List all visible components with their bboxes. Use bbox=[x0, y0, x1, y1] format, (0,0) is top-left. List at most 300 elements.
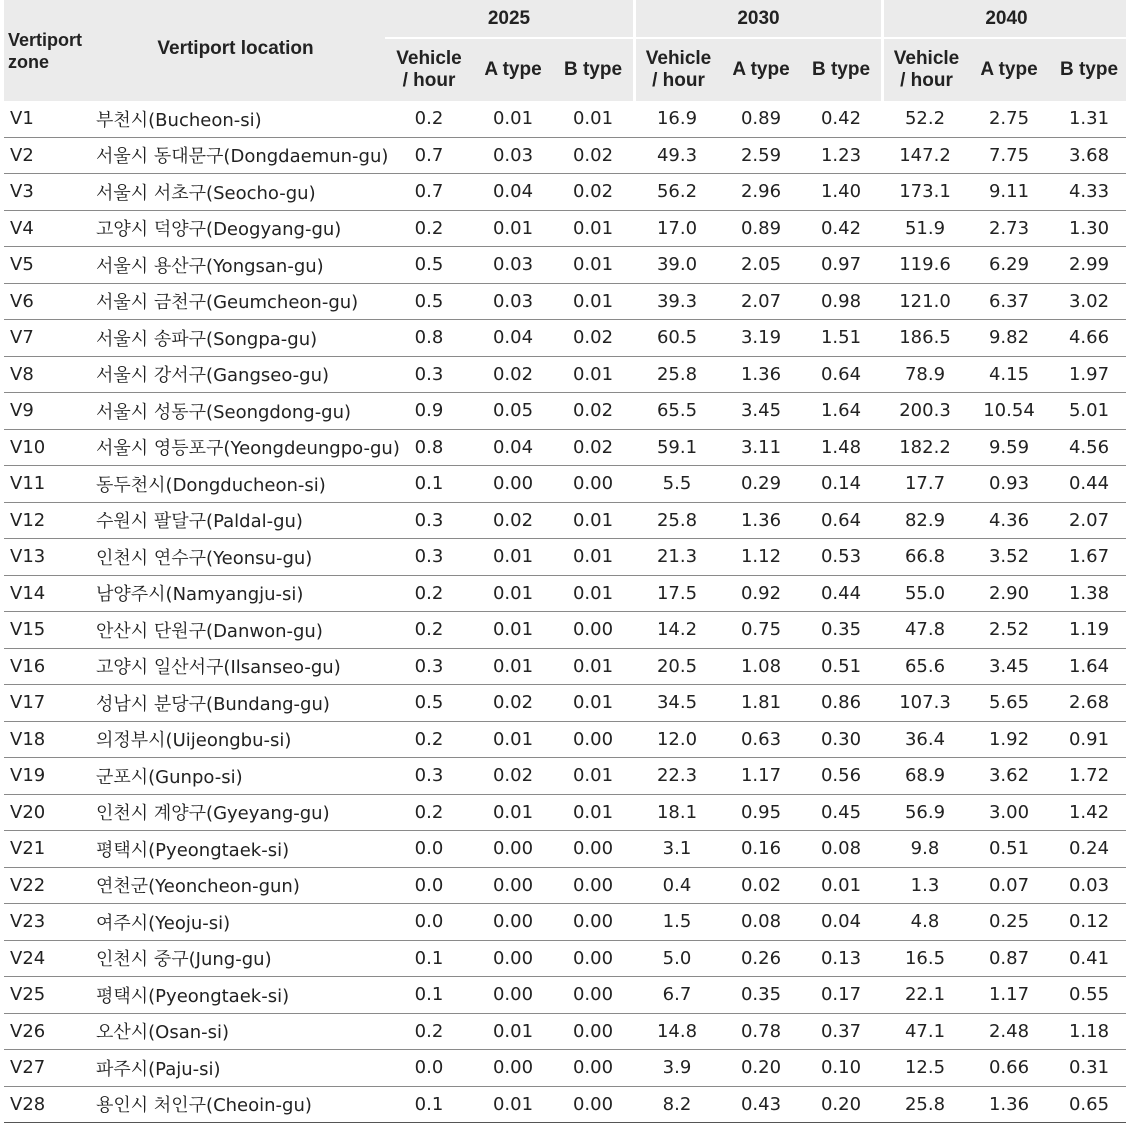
location-cell: 성남시 분당구(Bundang-gu) bbox=[86, 685, 385, 722]
value-cell: 2.73 bbox=[969, 211, 1049, 248]
value-cell: 1.64 bbox=[1049, 649, 1126, 686]
location-cell: 고양시 일산서구(Ilsanseo-gu) bbox=[86, 649, 385, 686]
value-cell: 0.3 bbox=[385, 649, 473, 686]
zone-cell: V12 bbox=[4, 503, 86, 540]
value-cell: 1.23 bbox=[801, 138, 881, 175]
table-row bbox=[4, 831, 1126, 868]
value-cell: 0.2 bbox=[385, 795, 473, 832]
value-cell: 6.7 bbox=[633, 977, 721, 1014]
value-cell: 0.01 bbox=[473, 576, 553, 613]
zone-cell: V20 bbox=[4, 795, 86, 832]
value-cell: 0.00 bbox=[473, 831, 553, 868]
location-cell: 인천시 중구(Jung-gu) bbox=[86, 941, 385, 978]
value-cell: 0.3 bbox=[385, 357, 473, 394]
value-cell: 0.01 bbox=[553, 758, 633, 795]
location-cell: 서울시 금천구(Geumcheon-gu) bbox=[86, 284, 385, 321]
zone-cell: V10 bbox=[4, 430, 86, 467]
value-cell: 0.13 bbox=[801, 941, 881, 978]
value-cell: 0.01 bbox=[801, 868, 881, 905]
value-cell: 0.95 bbox=[721, 795, 801, 832]
value-cell: 0.26 bbox=[721, 941, 801, 978]
value-cell: 0.29 bbox=[721, 466, 801, 503]
value-cell: 0.01 bbox=[473, 795, 553, 832]
value-cell: 0.78 bbox=[721, 1014, 801, 1051]
header-vehicle-hour: Vehicle / hour bbox=[633, 39, 721, 101]
value-cell: 0.5 bbox=[385, 685, 473, 722]
header-a-type: A type bbox=[473, 39, 553, 101]
value-cell: 1.42 bbox=[1049, 795, 1126, 832]
value-cell: 0.2 bbox=[385, 576, 473, 613]
value-cell: 12.0 bbox=[633, 722, 721, 759]
value-cell: 0.03 bbox=[1049, 868, 1126, 905]
value-cell: 0.87 bbox=[969, 941, 1049, 978]
location-cell: 용인시 처인구(Cheoin-gu) bbox=[86, 1087, 385, 1124]
value-cell: 9.8 bbox=[881, 831, 969, 868]
value-cell: 0.00 bbox=[553, 1050, 633, 1087]
value-cell: 0.2 bbox=[385, 1014, 473, 1051]
value-cell: 56.9 bbox=[881, 795, 969, 832]
value-cell: 0.01 bbox=[553, 685, 633, 722]
location-cell: 인천시 연수구(Yeonsu-gu) bbox=[86, 539, 385, 576]
location-cell: 오산시(Osan-si) bbox=[86, 1014, 385, 1051]
header-a-type: A type bbox=[721, 39, 801, 101]
value-cell: 2.99 bbox=[1049, 247, 1126, 284]
value-cell: 0.01 bbox=[553, 503, 633, 540]
value-cell: 21.3 bbox=[633, 539, 721, 576]
value-cell: 0.00 bbox=[553, 1014, 633, 1051]
value-cell: 0.2 bbox=[385, 211, 473, 248]
value-cell: 0.53 bbox=[801, 539, 881, 576]
value-cell: 0.01 bbox=[473, 612, 553, 649]
zone-cell: V8 bbox=[4, 357, 86, 394]
location-cell: 군포시(Gunpo-si) bbox=[86, 758, 385, 795]
value-cell: 0.9 bbox=[385, 393, 473, 430]
value-cell: 0.8 bbox=[385, 320, 473, 357]
table-row bbox=[4, 503, 1126, 540]
value-cell: 0.12 bbox=[1049, 904, 1126, 941]
value-cell: 82.9 bbox=[881, 503, 969, 540]
value-cell: 0.02 bbox=[553, 393, 633, 430]
value-cell: 0.45 bbox=[801, 795, 881, 832]
table-row bbox=[4, 904, 1126, 941]
zone-cell: V14 bbox=[4, 576, 86, 613]
value-cell: 65.5 bbox=[633, 393, 721, 430]
value-cell: 0.00 bbox=[553, 1087, 633, 1124]
value-cell: 1.67 bbox=[1049, 539, 1126, 576]
value-cell: 2.05 bbox=[721, 247, 801, 284]
value-cell: 0.5 bbox=[385, 284, 473, 321]
value-cell: 0.02 bbox=[553, 430, 633, 467]
value-cell: 0.55 bbox=[1049, 977, 1126, 1014]
value-cell: 0.44 bbox=[801, 576, 881, 613]
table-row bbox=[4, 138, 1126, 175]
value-cell: 200.3 bbox=[881, 393, 969, 430]
value-cell: 0.1 bbox=[385, 941, 473, 978]
value-cell: 0.02 bbox=[553, 320, 633, 357]
header-vertiport-zone: Vertiport zone bbox=[4, 0, 86, 101]
value-cell: 68.9 bbox=[881, 758, 969, 795]
table-row bbox=[4, 576, 1126, 613]
table-row bbox=[4, 101, 1126, 138]
location-cell: 여주시(Yeoju-si) bbox=[86, 904, 385, 941]
value-cell: 0.17 bbox=[801, 977, 881, 1014]
value-cell: 0.08 bbox=[801, 831, 881, 868]
value-cell: 4.66 bbox=[1049, 320, 1126, 357]
value-cell: 0.01 bbox=[553, 284, 633, 321]
value-cell: 0.7 bbox=[385, 138, 473, 175]
zone-cell: V1 bbox=[4, 101, 86, 138]
value-cell: 3.62 bbox=[969, 758, 1049, 795]
value-cell: 0.04 bbox=[473, 320, 553, 357]
value-cell: 0.01 bbox=[473, 539, 553, 576]
value-cell: 107.3 bbox=[881, 685, 969, 722]
value-cell: 1.5 bbox=[633, 904, 721, 941]
value-cell: 9.82 bbox=[969, 320, 1049, 357]
value-cell: 2.59 bbox=[721, 138, 801, 175]
value-cell: 0.1 bbox=[385, 977, 473, 1014]
value-cell: 16.5 bbox=[881, 941, 969, 978]
value-cell: 0.01 bbox=[553, 539, 633, 576]
zone-cell: V18 bbox=[4, 722, 86, 759]
location-cell: 서울시 성동구(Seongdong-gu) bbox=[86, 393, 385, 430]
value-cell: 0.51 bbox=[969, 831, 1049, 868]
value-cell: 34.5 bbox=[633, 685, 721, 722]
value-cell: 3.9 bbox=[633, 1050, 721, 1087]
location-cell: 인천시 계양구(Gyeyang-gu) bbox=[86, 795, 385, 832]
table-row bbox=[4, 612, 1126, 649]
value-cell: 0.66 bbox=[969, 1050, 1049, 1087]
value-cell: 1.19 bbox=[1049, 612, 1126, 649]
value-cell: 0.1 bbox=[385, 1087, 473, 1124]
zone-cell: V17 bbox=[4, 685, 86, 722]
value-cell: 0.3 bbox=[385, 503, 473, 540]
location-cell: 수원시 팔달구(Paldal-gu) bbox=[86, 503, 385, 540]
value-cell: 47.8 bbox=[881, 612, 969, 649]
header-a-type: A type bbox=[969, 39, 1049, 101]
zone-cell: V15 bbox=[4, 612, 86, 649]
value-cell: 0.03 bbox=[473, 247, 553, 284]
value-cell: 0.65 bbox=[1049, 1087, 1126, 1124]
value-cell: 49.3 bbox=[633, 138, 721, 175]
table-row bbox=[4, 284, 1126, 321]
value-cell: 0.00 bbox=[473, 466, 553, 503]
location-cell: 평택시(Pyeongtaek-si) bbox=[86, 831, 385, 868]
value-cell: 0.01 bbox=[553, 247, 633, 284]
header-vehicle-hour: Vehicle / hour bbox=[881, 39, 969, 101]
value-cell: 0.04 bbox=[473, 174, 553, 211]
zone-cell: V28 bbox=[4, 1087, 86, 1124]
table-row bbox=[4, 357, 1126, 394]
value-cell: 0.8 bbox=[385, 430, 473, 467]
value-cell: 17.7 bbox=[881, 466, 969, 503]
value-cell: 0.42 bbox=[801, 211, 881, 248]
value-cell: 3.19 bbox=[721, 320, 801, 357]
value-cell: 1.36 bbox=[721, 503, 801, 540]
value-cell: 3.02 bbox=[1049, 284, 1126, 321]
header-year-2030: 2030 bbox=[633, 0, 881, 39]
zone-cell: V19 bbox=[4, 758, 86, 795]
value-cell: 0.01 bbox=[473, 211, 553, 248]
location-cell: 남양주시(Namyangju-si) bbox=[86, 576, 385, 613]
value-cell: 1.30 bbox=[1049, 211, 1126, 248]
value-cell: 4.36 bbox=[969, 503, 1049, 540]
value-cell: 0.02 bbox=[553, 138, 633, 175]
value-cell: 0.64 bbox=[801, 357, 881, 394]
value-cell: 0.0 bbox=[385, 904, 473, 941]
location-cell: 고양시 덕양구(Deogyang-gu) bbox=[86, 211, 385, 248]
value-cell: 1.12 bbox=[721, 539, 801, 576]
value-cell: 5.5 bbox=[633, 466, 721, 503]
value-cell: 3.45 bbox=[721, 393, 801, 430]
value-cell: 10.54 bbox=[969, 393, 1049, 430]
value-cell: 0.91 bbox=[1049, 722, 1126, 759]
value-cell: 3.1 bbox=[633, 831, 721, 868]
location-cell: 동두천시(Dongducheon-si) bbox=[86, 466, 385, 503]
value-cell: 0.00 bbox=[473, 977, 553, 1014]
value-cell: 25.8 bbox=[633, 357, 721, 394]
value-cell: 60.5 bbox=[633, 320, 721, 357]
value-cell: 4.15 bbox=[969, 357, 1049, 394]
value-cell: 0.00 bbox=[553, 977, 633, 1014]
table-row bbox=[4, 941, 1126, 978]
value-cell: 0.02 bbox=[473, 503, 553, 540]
value-cell: 1.18 bbox=[1049, 1014, 1126, 1051]
table-row bbox=[4, 539, 1126, 576]
zone-cell: V13 bbox=[4, 539, 86, 576]
value-cell: 25.8 bbox=[881, 1087, 969, 1124]
zone-cell: V26 bbox=[4, 1014, 86, 1051]
zone-cell: V9 bbox=[4, 393, 86, 430]
value-cell: 0.75 bbox=[721, 612, 801, 649]
value-cell: 0.97 bbox=[801, 247, 881, 284]
zone-cell: V21 bbox=[4, 831, 86, 868]
table-row bbox=[4, 977, 1126, 1014]
location-cell: 서울시 용산구(Yongsan-gu) bbox=[86, 247, 385, 284]
value-cell: 1.64 bbox=[801, 393, 881, 430]
value-cell: 59.1 bbox=[633, 430, 721, 467]
value-cell: 0.02 bbox=[473, 685, 553, 722]
value-cell: 1.17 bbox=[721, 758, 801, 795]
header-vertiport-location: Vertiport location bbox=[86, 0, 385, 101]
value-cell: 0.14 bbox=[801, 466, 881, 503]
value-cell: 0.00 bbox=[553, 466, 633, 503]
value-cell: 1.36 bbox=[969, 1087, 1049, 1124]
value-cell: 0.04 bbox=[473, 430, 553, 467]
value-cell: 22.1 bbox=[881, 977, 969, 1014]
location-cell: 의정부시(Uijeongbu-si) bbox=[86, 722, 385, 759]
header-year-2040: 2040 bbox=[881, 0, 1126, 39]
table-row bbox=[4, 466, 1126, 503]
value-cell: 0.00 bbox=[553, 722, 633, 759]
value-cell: 0.00 bbox=[553, 941, 633, 978]
value-cell: 5.0 bbox=[633, 941, 721, 978]
value-cell: 0.41 bbox=[1049, 941, 1126, 978]
value-cell: 0.20 bbox=[801, 1087, 881, 1124]
zone-cell: V16 bbox=[4, 649, 86, 686]
location-cell: 안산시 단원구(Danwon-gu) bbox=[86, 612, 385, 649]
table-row bbox=[4, 1014, 1126, 1051]
value-cell: 17.5 bbox=[633, 576, 721, 613]
value-cell: 0.0 bbox=[385, 1050, 473, 1087]
value-cell: 0.7 bbox=[385, 174, 473, 211]
location-cell: 평택시(Pyeongtaek-si) bbox=[86, 977, 385, 1014]
value-cell: 0.0 bbox=[385, 868, 473, 905]
value-cell: 0.01 bbox=[553, 576, 633, 613]
location-cell: 서울시 서초구(Seocho-gu) bbox=[86, 174, 385, 211]
value-cell: 0.00 bbox=[553, 904, 633, 941]
value-cell: 1.97 bbox=[1049, 357, 1126, 394]
header-b-type: B type bbox=[553, 39, 633, 101]
value-cell: 0.30 bbox=[801, 722, 881, 759]
value-cell: 0.00 bbox=[553, 868, 633, 905]
value-cell: 14.8 bbox=[633, 1014, 721, 1051]
table-row bbox=[4, 722, 1126, 759]
value-cell: 1.51 bbox=[801, 320, 881, 357]
value-cell: 0.00 bbox=[553, 831, 633, 868]
value-cell: 4.8 bbox=[881, 904, 969, 941]
location-cell: 서울시 동대문구(Dongdaemun-gu) bbox=[86, 138, 385, 175]
value-cell: 4.33 bbox=[1049, 174, 1126, 211]
value-cell: 0.63 bbox=[721, 722, 801, 759]
table-row bbox=[4, 1087, 1126, 1124]
value-cell: 0.24 bbox=[1049, 831, 1126, 868]
value-cell: 0.4 bbox=[633, 868, 721, 905]
value-cell: 2.52 bbox=[969, 612, 1049, 649]
value-cell: 0.20 bbox=[721, 1050, 801, 1087]
value-cell: 0.01 bbox=[553, 357, 633, 394]
value-cell: 0.0 bbox=[385, 831, 473, 868]
table-row bbox=[4, 649, 1126, 686]
table-row bbox=[4, 685, 1126, 722]
value-cell: 56.2 bbox=[633, 174, 721, 211]
table-header bbox=[4, 0, 1126, 101]
zone-cell: V27 bbox=[4, 1050, 86, 1087]
table-body bbox=[4, 101, 1126, 1123]
value-cell: 0.00 bbox=[473, 1050, 553, 1087]
value-cell: 1.36 bbox=[721, 357, 801, 394]
table-row bbox=[4, 320, 1126, 357]
value-cell: 0.51 bbox=[801, 649, 881, 686]
value-cell: 0.5 bbox=[385, 247, 473, 284]
value-cell: 39.0 bbox=[633, 247, 721, 284]
value-cell: 36.4 bbox=[881, 722, 969, 759]
value-cell: 0.03 bbox=[473, 138, 553, 175]
value-cell: 0.02 bbox=[473, 758, 553, 795]
value-cell: 9.11 bbox=[969, 174, 1049, 211]
value-cell: 3.11 bbox=[721, 430, 801, 467]
value-cell: 0.2 bbox=[385, 101, 473, 138]
value-cell: 0.3 bbox=[385, 758, 473, 795]
value-cell: 5.01 bbox=[1049, 393, 1126, 430]
value-cell: 0.43 bbox=[721, 1087, 801, 1124]
value-cell: 0.03 bbox=[473, 284, 553, 321]
value-cell: 18.1 bbox=[633, 795, 721, 832]
value-cell: 0.01 bbox=[553, 211, 633, 248]
value-cell: 6.29 bbox=[969, 247, 1049, 284]
value-cell: 186.5 bbox=[881, 320, 969, 357]
table-row bbox=[4, 430, 1126, 467]
zone-cell: V7 bbox=[4, 320, 86, 357]
location-cell: 서울시 송파구(Songpa-gu) bbox=[86, 320, 385, 357]
value-cell: 22.3 bbox=[633, 758, 721, 795]
header-vehicle-hour: Vehicle / hour bbox=[385, 39, 473, 101]
value-cell: 0.04 bbox=[801, 904, 881, 941]
value-cell: 9.59 bbox=[969, 430, 1049, 467]
value-cell: 121.0 bbox=[881, 284, 969, 321]
value-cell: 0.35 bbox=[801, 612, 881, 649]
value-cell: 1.31 bbox=[1049, 101, 1126, 138]
value-cell: 0.08 bbox=[721, 904, 801, 941]
table-row bbox=[4, 868, 1126, 905]
value-cell: 0.86 bbox=[801, 685, 881, 722]
value-cell: 1.48 bbox=[801, 430, 881, 467]
value-cell: 1.92 bbox=[969, 722, 1049, 759]
value-cell: 1.40 bbox=[801, 174, 881, 211]
table-row bbox=[4, 247, 1126, 284]
value-cell: 51.9 bbox=[881, 211, 969, 248]
value-cell: 6.37 bbox=[969, 284, 1049, 321]
zone-cell: V11 bbox=[4, 466, 86, 503]
value-cell: 0.01 bbox=[473, 1087, 553, 1124]
table-row bbox=[4, 795, 1126, 832]
value-cell: 0.01 bbox=[553, 795, 633, 832]
value-cell: 0.89 bbox=[721, 101, 801, 138]
location-cell: 서울시 강서구(Gangseo-gu) bbox=[86, 357, 385, 394]
value-cell: 78.9 bbox=[881, 357, 969, 394]
value-cell: 0.01 bbox=[473, 101, 553, 138]
value-cell: 0.01 bbox=[473, 649, 553, 686]
location-cell: 연천군(Yeoncheon-gun) bbox=[86, 868, 385, 905]
value-cell: 8.2 bbox=[633, 1087, 721, 1124]
value-cell: 0.2 bbox=[385, 722, 473, 759]
zone-cell: V2 bbox=[4, 138, 86, 175]
value-cell: 39.3 bbox=[633, 284, 721, 321]
value-cell: 173.1 bbox=[881, 174, 969, 211]
value-cell: 55.0 bbox=[881, 576, 969, 613]
value-cell: 0.92 bbox=[721, 576, 801, 613]
value-cell: 0.98 bbox=[801, 284, 881, 321]
value-cell: 2.48 bbox=[969, 1014, 1049, 1051]
value-cell: 16.9 bbox=[633, 101, 721, 138]
table-row bbox=[4, 758, 1126, 795]
header-b-type: B type bbox=[1049, 39, 1126, 101]
value-cell: 0.89 bbox=[721, 211, 801, 248]
vertiport-demand-table bbox=[4, 0, 1126, 1123]
table-row bbox=[4, 211, 1126, 248]
value-cell: 0.02 bbox=[473, 357, 553, 394]
value-cell: 1.81 bbox=[721, 685, 801, 722]
value-cell: 7.75 bbox=[969, 138, 1049, 175]
value-cell: 0.31 bbox=[1049, 1050, 1126, 1087]
value-cell: 0.01 bbox=[473, 1014, 553, 1051]
value-cell: 0.56 bbox=[801, 758, 881, 795]
value-cell: 2.96 bbox=[721, 174, 801, 211]
value-cell: 147.2 bbox=[881, 138, 969, 175]
value-cell: 0.01 bbox=[553, 101, 633, 138]
value-cell: 2.75 bbox=[969, 101, 1049, 138]
value-cell: 1.08 bbox=[721, 649, 801, 686]
value-cell: 0.93 bbox=[969, 466, 1049, 503]
value-cell: 182.2 bbox=[881, 430, 969, 467]
value-cell: 0.25 bbox=[969, 904, 1049, 941]
zone-cell: V25 bbox=[4, 977, 86, 1014]
zone-cell: V4 bbox=[4, 211, 86, 248]
table-row bbox=[4, 393, 1126, 430]
value-cell: 20.5 bbox=[633, 649, 721, 686]
value-cell: 0.02 bbox=[553, 174, 633, 211]
value-cell: 0.00 bbox=[473, 868, 553, 905]
value-cell: 0.00 bbox=[473, 904, 553, 941]
